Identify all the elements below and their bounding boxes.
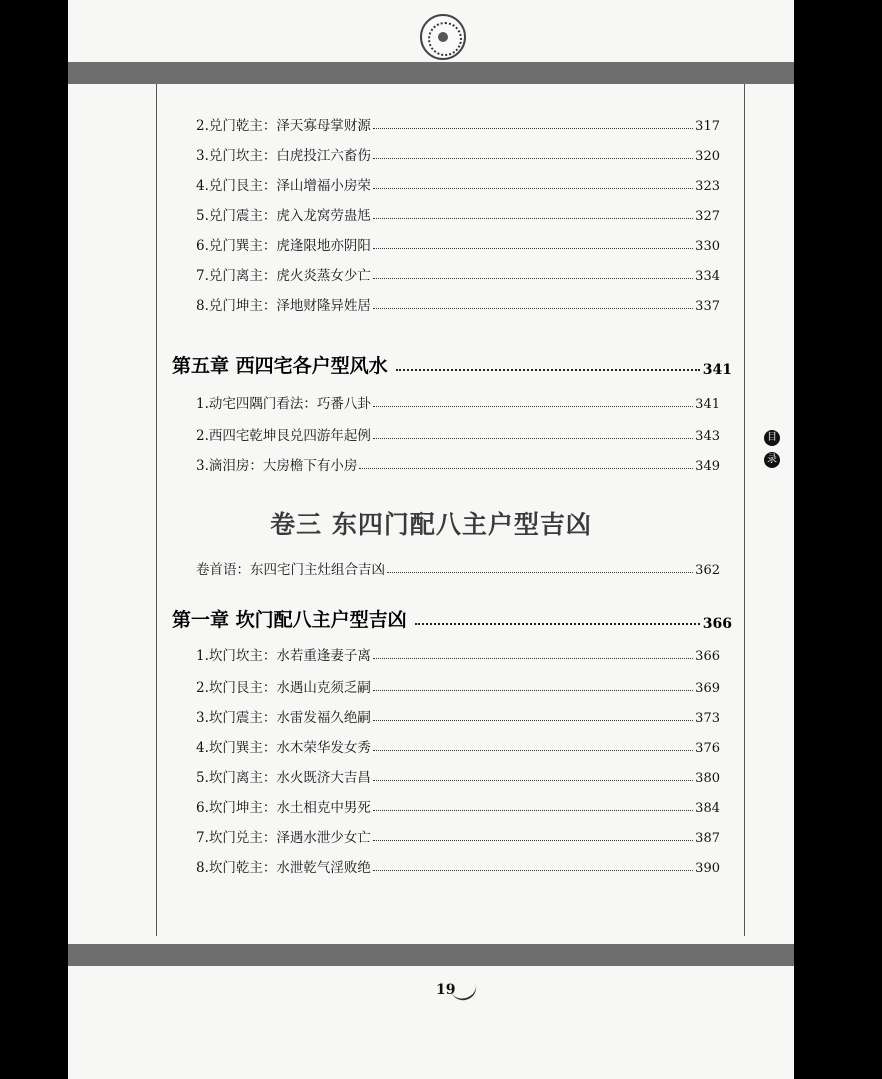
toc-entry[interactable]: 6.兑门巽主：虎逢限地亦阴阳 330 — [196, 238, 720, 254]
toc-entry[interactable]: 8.兑门坤主：泽地财隆异姓居 337 — [196, 298, 720, 314]
footer-band — [68, 944, 794, 966]
toc-entry[interactable]: 3.兑门坎主：白虎投江六畜伤 320 — [196, 148, 720, 164]
side-tab-lu: 录 — [764, 452, 780, 468]
toc-entry[interactable]: 8.坎门乾主：水泄乾气淫败绝 390 — [196, 860, 720, 876]
toc-entry[interactable]: 2.兑门乾主：泽天寡母掌财源 317 — [196, 118, 720, 134]
toc-entry[interactable]: 7.坎门兑主：泽遇水泄少女亡 387 — [196, 830, 720, 846]
toc-entry[interactable]: 4.坎门巽主：水木荣华发女秀 376 — [196, 740, 720, 756]
toc-entry[interactable]: 3.滴泪房：大房檐下有小房 349 — [196, 458, 720, 474]
toc-entry[interactable]: 4.兑门艮主：泽山增福小房荣 323 — [196, 178, 720, 194]
toc-entry[interactable]: 6.坎门坤主：水土相克中男死 384 — [196, 800, 720, 816]
toc-entry[interactable]: 2.坎门艮主：水遇山克须乏嗣 369 — [196, 680, 720, 696]
toc-entry[interactable]: 1.动宅四隅门看法：巧番八卦 341 — [196, 396, 720, 412]
publisher-seal-icon — [420, 14, 466, 60]
header-band — [68, 62, 794, 84]
toc-entry[interactable]: 7.兑门离主：虎火炎蒸女少亡 334 — [196, 268, 720, 284]
book-page — [68, 0, 794, 1079]
chapter-heading[interactable]: 第一章 坎门配八主户型吉凶 366 — [172, 609, 732, 632]
page-number: 19 — [436, 982, 456, 998]
chapter-heading[interactable]: 第五章 西四宅各户型风水 341 — [172, 355, 732, 378]
volume-title: 卷三 东四门配八主户型吉凶 — [270, 510, 592, 539]
toc-entry[interactable]: 1.坎门坎主：水若重逢妻子离 366 — [196, 648, 720, 664]
side-tab-mu: 目 — [764, 430, 780, 446]
toc-entry[interactable]: 5.兑门震主：虎入龙窝劳蛊尪 327 — [196, 208, 720, 224]
toc-entry-preface[interactable]: 卷首语：东四宅门主灶组合吉凶 362 — [196, 562, 720, 578]
toc-entry[interactable]: 2.西四宅乾坤艮兑四游年起例 343 — [196, 428, 720, 444]
toc-entry[interactable]: 3.坎门震主：水雷发福久绝嗣 373 — [196, 710, 720, 726]
toc-entry[interactable]: 5.坎门离主：水火既济大吉昌 380 — [196, 770, 720, 786]
